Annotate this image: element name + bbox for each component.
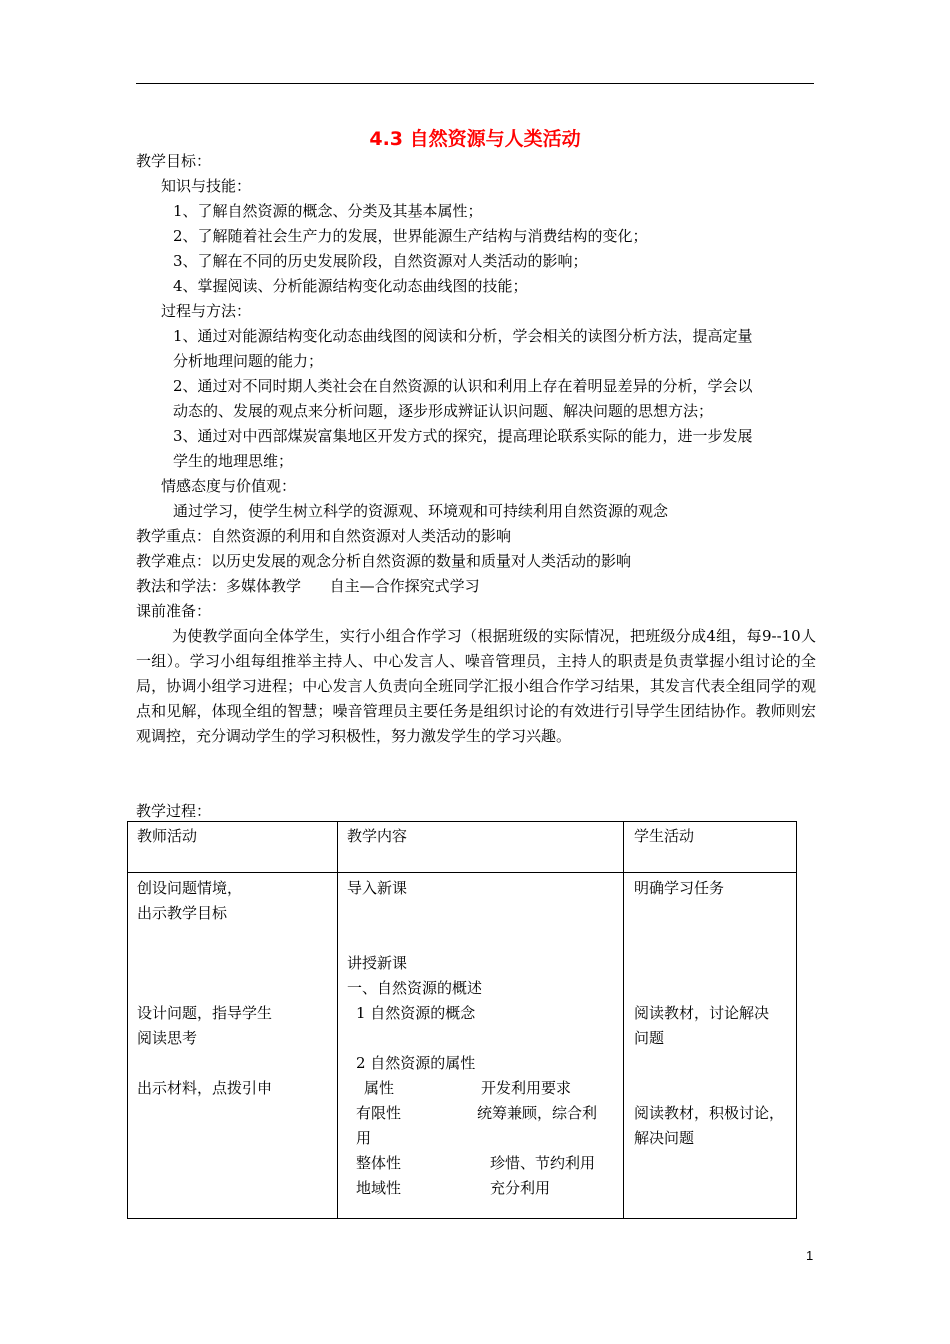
teacher-cell: [128, 873, 338, 1219]
attr-requirement-wrap: 用: [356, 1129, 372, 1147]
process-line: 动态的、发展的观点来分析问题，逐步形成辨证认识问题、解决问题的思想方法；: [173, 402, 714, 420]
teacher-activity: 设计问题，指导学生: [137, 1004, 273, 1022]
attr-header-name: 属性: [364, 1079, 395, 1097]
teacher-activity: 阅读思考: [137, 1029, 198, 1047]
attr-header-requirement: 开发利用要求: [481, 1079, 572, 1097]
objectives-heading: 教学目标：: [136, 152, 212, 170]
table-row: [128, 873, 797, 1219]
knowledge-item: 4、掌握阅读、分析能源结构变化动态曲线图的技能；: [173, 277, 528, 295]
table-header-row: [128, 822, 797, 873]
student-activity: 问题: [634, 1029, 665, 1047]
knowledge-heading: 知识与技能：: [161, 177, 252, 195]
process-line: 学生的地理思维；: [173, 452, 294, 470]
difficult-point: 教学难点：以历史发展的观念分析自然资源的数量和质量对人类活动的影响: [136, 552, 632, 570]
process-line: 3、通过对中西部煤炭富集地区开发方式的探究，提高理论联系实际的能力，进一步发展: [173, 427, 753, 445]
process-line: 2、通过对不同时期人类社会在自然资源的认识和利用上存在着明显差异的分析，学会以: [173, 377, 753, 395]
process-heading: 过程与方法：: [161, 302, 252, 320]
student-cell: [624, 873, 797, 1219]
header-content: 教学内容: [347, 827, 408, 845]
header-cell: [128, 822, 338, 873]
content-concept: 1 自然资源的概念: [356, 1004, 476, 1022]
process-section-heading: 教学过程：: [136, 802, 212, 820]
page-number: 1: [806, 1248, 814, 1263]
header-cell: [624, 822, 797, 873]
header-teacher: 教师活动: [137, 827, 198, 845]
student-activity: 阅读教材，讨论解决: [634, 1004, 770, 1022]
content-cell: [338, 873, 624, 1219]
attr-name: 地域性: [356, 1179, 402, 1197]
emotion-text: 通过学习，使学生树立科学的资源观、环境观和可持续利用自然资源的观念: [173, 502, 669, 520]
teacher-activity: 创设问题情境，: [137, 879, 243, 897]
emotion-heading: 情感态度与价值观：: [161, 477, 297, 495]
knowledge-item: 3、了解在不同的历史发展阶段，自然资源对人类活动的影响；: [173, 252, 588, 270]
teaching-methods: 教法和学法：多媒体教学 自主—合作探究式学习: [136, 577, 480, 595]
student-activity: 阅读教材，积极讨论，: [634, 1104, 785, 1122]
attr-requirement: 珍惜、节约利用: [490, 1154, 596, 1172]
knowledge-item: 2、了解随着社会生产力的发展，世界能源生产结构与消费结构的变化；: [173, 227, 648, 245]
key-point: 教学重点：自然资源的利用和自然资源对人类活动的影响: [136, 527, 512, 545]
content-section: 一、自然资源的概述: [347, 979, 483, 997]
teacher-activity: 出示教学目标: [137, 904, 228, 922]
content-attributes-title: 2 自然资源的属性: [356, 1054, 476, 1072]
preparation-paragraph: 为使教学面向全体学生，实行小组合作学习（根据班级的实际情况，把班级分成4组，每9--10人一组）。学习小组每组推举主持人、中心发言人、噪音管理员，主持人的职责是负责掌握小组讨论的全局，协调小组学习进程；中心发言人负责向全班同学汇报小组合作学习结果，其发言代表全组同学的观点和见解，体现全组的智慧；噪音管理员主要任务是组织讨论的有效进行引导学生团结协作。教师则宏观调控，充分调动学生的学习积极性，努力激发学生的学习兴趣。: [136, 627, 816, 745]
attr-name: 整体性: [356, 1154, 402, 1172]
content-intro: 导入新课: [347, 879, 408, 897]
student-activity: 解决问题: [634, 1129, 695, 1147]
content-new-lesson: 讲授新课: [347, 954, 408, 972]
student-activity: 明确学习任务: [634, 879, 725, 897]
header-student: 学生活动: [634, 827, 695, 845]
attr-requirement: 充分利用: [490, 1179, 551, 1197]
teaching-process-table: [127, 821, 797, 1219]
attr-name: 有限性: [356, 1104, 402, 1122]
process-line: 分析地理问题的能力；: [173, 352, 324, 370]
process-line: 1、通过对能源结构变化动态曲线图的阅读和分析，学会相关的读图分析方法，提高定量: [173, 327, 753, 345]
preparation-heading: 课前准备：: [136, 602, 212, 620]
attr-requirement: 统筹兼顾，综合利: [477, 1104, 598, 1122]
teacher-activity: 出示材料，点拨引申: [137, 1079, 273, 1097]
header-rule: [136, 83, 814, 84]
header-cell: [338, 822, 624, 873]
page-title: 4.3 自然资源与人类活动: [369, 128, 581, 150]
knowledge-item: 1、了解自然资源的概念、分类及其基本属性；: [173, 202, 483, 220]
